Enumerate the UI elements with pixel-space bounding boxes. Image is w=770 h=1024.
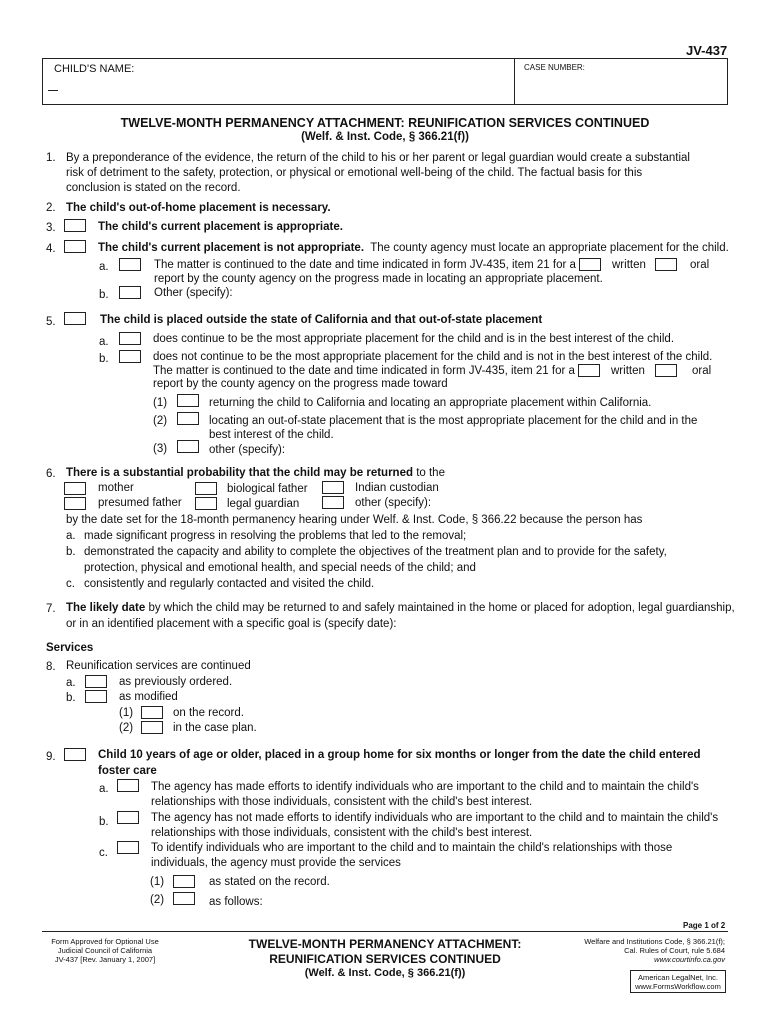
footer-title-1: TWELVE-MONTH PERMANENCY ATTACHMENT: xyxy=(248,937,522,951)
item8b1-checkbox[interactable] xyxy=(141,706,163,719)
item1-line3: conclusion is stated on the record. xyxy=(66,182,241,194)
item6c-label: c. xyxy=(66,578,75,590)
item5b-line1: does not continue to be the most appropriate placement for the child and is not in the best interest of the child. xyxy=(153,351,713,363)
item9c1-label: (1) xyxy=(150,876,165,888)
item4a-written: written xyxy=(612,259,646,271)
item6-num: 6. xyxy=(46,468,56,480)
item8b2-label: (2) xyxy=(119,722,134,734)
form-id: JV-437 xyxy=(686,43,728,58)
item9b-line1: The agency has not made efforts to identify individuals who are important to the child and to maintain the child's xyxy=(151,812,719,824)
item9c2-text: as follows: xyxy=(209,896,263,908)
item9c1-checkbox[interactable] xyxy=(173,875,195,888)
item5b-line2: The matter is continued to the date and time indicated in form JV-435, item 21 for a xyxy=(153,365,575,377)
item4a-label: a. xyxy=(99,261,109,273)
item9a-checkbox[interactable] xyxy=(117,779,139,792)
item5-text: The child is placed outside the state of California and that out-of-state placement xyxy=(100,314,543,326)
item5b1-text: returning the child to California and locating an appropriate placement within California. xyxy=(209,397,652,409)
item8b-checkbox[interactable] xyxy=(85,690,107,703)
item6b-line2: protection, physical and emotional health, and special needs of the child; and xyxy=(84,562,476,574)
item6a-label: a. xyxy=(66,530,76,542)
item9c2-label: (2) xyxy=(150,894,165,906)
item9b-checkbox[interactable] xyxy=(117,811,139,824)
item9b-label: b. xyxy=(99,816,109,828)
publisher-name: American LegalNet, Inc. xyxy=(637,973,719,982)
footer-right-2: Cal. Rules of Court, rule 5.684 xyxy=(624,946,725,955)
footer-title-2: REUNIFICATION SERVICES CONTINUED xyxy=(269,952,501,966)
item5b3-label: (3) xyxy=(153,443,168,455)
item4-bold: The child's current placement is not appropriate. xyxy=(98,242,365,254)
legal-guardian-label: legal guardian xyxy=(227,498,300,510)
item7-line2: or in an identified placement with a specific goal is (specify date): xyxy=(66,618,397,630)
item4a-line1: The matter is continued to the date and time indicated in form JV-435, item 21 for a xyxy=(154,259,576,271)
item9c-label: c. xyxy=(99,847,108,859)
presumed-father-checkbox[interactable] xyxy=(64,497,86,510)
item1-line1: By a preponderance of the evidence, the return of the child to his or her parent or legal guardian would create a substantial xyxy=(66,152,690,164)
item8a-checkbox[interactable] xyxy=(85,675,107,688)
item6a-text: made significant progress in resolving the problems that led to the removal; xyxy=(84,530,467,542)
childs-name-label: CHILD'S NAME: xyxy=(54,63,135,75)
item5b2-line2: best interest of the child. xyxy=(209,429,334,441)
item9c-line2: individuals, the agency must provide the services xyxy=(151,857,401,869)
item8-num: 8. xyxy=(46,661,56,673)
item9c-line1: To identify individuals who are important to the child and to maintain the child's relationships with those xyxy=(151,842,673,854)
item8b-label: b. xyxy=(66,692,76,704)
item8a-label: a. xyxy=(66,677,76,689)
item4a-line2: report by the county agency on the progress made in locating an appropriate placement. xyxy=(154,273,603,285)
item4b-label: b. xyxy=(99,289,109,301)
footer-right-1: Welfare and Institutions Code, § 366.21(f); xyxy=(584,937,725,946)
item3-checkbox[interactable] xyxy=(64,219,86,232)
biological-father-label: biological father xyxy=(227,483,308,495)
item1-num: 1. xyxy=(46,152,56,164)
item4a-oral: oral xyxy=(690,259,710,271)
item8b2-checkbox[interactable] xyxy=(141,721,163,734)
item5b-written-checkbox[interactable] xyxy=(578,364,600,377)
mother-label: mother xyxy=(98,482,134,494)
item3-num: 3. xyxy=(46,222,56,234)
item6-other-label: other (specify): xyxy=(355,497,432,509)
item9-line2: foster care xyxy=(98,765,157,777)
item5b-oral: oral xyxy=(692,365,712,377)
footer-left-2: Judicial Council of California xyxy=(57,946,153,955)
item9c2-checkbox[interactable] xyxy=(173,892,195,905)
mother-checkbox[interactable] xyxy=(64,482,86,495)
childs-name-field[interactable] xyxy=(48,90,58,91)
item4-num: 4. xyxy=(46,243,56,255)
item6b-label: b. xyxy=(66,546,76,558)
item8a-text: as previously ordered. xyxy=(119,676,233,688)
item7-num: 7. xyxy=(46,603,56,615)
item9-num: 9. xyxy=(46,751,56,763)
biological-father-checkbox[interactable] xyxy=(195,482,217,495)
item4a-written-checkbox[interactable] xyxy=(579,258,601,271)
item5-num: 5. xyxy=(46,316,56,328)
item5b1-checkbox[interactable] xyxy=(177,394,199,407)
item6-rest: to the xyxy=(416,467,445,479)
item9c1-text: as stated on the record. xyxy=(209,876,330,888)
item5b-label: b. xyxy=(99,353,109,365)
form-title-code: (Welf. & Inst. Code, § 366.21(f)) xyxy=(301,131,469,143)
item1-line2: risk of detriment to the safety, protection, or physical or emotional well-being of the child. The factual basis for this xyxy=(66,167,643,179)
indian-custodian-label: Indian custodian xyxy=(355,482,439,494)
item4-rest: The county agency must locate an appropriate placement for the child. xyxy=(370,242,729,254)
item6-other-checkbox[interactable] xyxy=(322,496,344,509)
item4b-checkbox[interactable] xyxy=(119,286,141,299)
header-divider xyxy=(514,58,515,105)
item2-num: 2. xyxy=(46,202,56,214)
legal-guardian-checkbox[interactable] xyxy=(195,497,217,510)
footer-left-3: JV-437 [Rev. January 1, 2007] xyxy=(54,955,156,964)
footer-left-1: Form Approved for Optional Use xyxy=(51,937,159,946)
item7-bold: The likely date xyxy=(66,602,146,614)
item5b1-label: (1) xyxy=(153,397,168,409)
item5b2-checkbox[interactable] xyxy=(177,412,199,425)
item8b1-label: (1) xyxy=(119,707,134,719)
item2-text: The child's out-of-home placement is necessary. xyxy=(66,202,331,214)
item5b3-text: other (specify): xyxy=(209,444,286,456)
item5a-text: does continue to be the most appropriate placement for the child and is in the best interest of the child. xyxy=(153,333,675,345)
item9a-line1: The agency has made efforts to identify individuals who are important to the child and to maintain the child's xyxy=(151,781,699,793)
case-number-field[interactable] xyxy=(520,76,720,98)
item6b-line1: demonstrated the capacity and ability to complete the objectives of the treatment plan and to provide for the safety, xyxy=(84,546,667,558)
form-title: TWELVE-MONTH PERMANENCY ATTACHMENT: REUNIFICATION SERVICES CONTINUED xyxy=(120,116,650,130)
item5a-checkbox[interactable] xyxy=(119,332,141,345)
page-number: Page 1 of 2 xyxy=(683,921,726,930)
services-heading: Services xyxy=(46,642,94,654)
item5b2-line1: locating an out-of-state placement that is the most appropriate placement for the child and in the xyxy=(209,415,698,427)
item9a-label: a. xyxy=(99,783,109,795)
item4b-text: Other (specify): xyxy=(154,287,233,299)
item5a-label: a. xyxy=(99,336,109,348)
item5b-oral-checkbox[interactable] xyxy=(655,364,677,377)
footer-rule xyxy=(42,931,728,932)
item8b-text: as modified xyxy=(119,691,178,703)
item5b2-label: (2) xyxy=(153,415,168,427)
item5b-checkbox[interactable] xyxy=(119,350,141,363)
item4-checkbox[interactable] xyxy=(64,240,86,253)
item9c-checkbox[interactable] xyxy=(117,841,139,854)
publisher-url[interactable]: www.FormsWorkflow.com xyxy=(635,982,721,991)
item5-checkbox[interactable] xyxy=(64,312,86,325)
footer-right-3[interactable]: www.courtinfo.ca.gov xyxy=(654,955,725,964)
indian-custodian-checkbox[interactable] xyxy=(322,481,344,494)
item8b1-text: on the record. xyxy=(173,707,244,719)
item3-text: The child's current placement is appropriate. xyxy=(98,221,343,233)
item6-by-line: by the date set for the 18-month permanency hearing under Welf. & Inst. Code, § 366.22 because the person has xyxy=(66,514,643,526)
item9b-line2: relationships with those individuals, consistent with the child's best interest. xyxy=(151,827,533,839)
item9a-line2: relationships with those individuals, consistent with the child's best interest. xyxy=(151,796,533,808)
presumed-father-label: presumed father xyxy=(98,497,182,509)
item4a-checkbox[interactable] xyxy=(119,258,141,271)
footer-title-3: (Welf. & Inst. Code, § 366.21(f)) xyxy=(304,967,466,979)
item5b-written: written xyxy=(611,365,645,377)
item9-checkbox[interactable] xyxy=(64,748,86,761)
item6-bold: There is a substantial probability that the child may be returned xyxy=(66,467,413,479)
item5b3-checkbox[interactable] xyxy=(177,440,199,453)
item4a-oral-checkbox[interactable] xyxy=(655,258,677,271)
item8b2-text: in the case plan. xyxy=(173,722,257,734)
case-number-label: CASE NUMBER: xyxy=(524,63,585,72)
item8-text: Reunification services are continued xyxy=(66,660,251,672)
item7-line1-rest: by which the child may be returned to and safely maintained in the home or placed for adoption, legal guardianship, xyxy=(148,602,735,614)
item5b-line3: report by the county agency on the progress made toward xyxy=(153,378,448,390)
item6c-text: consistently and regularly contacted and visited the child. xyxy=(84,578,375,590)
item9-line1: Child 10 years of age or older, placed in a group home for six months or longer from the date the child entered xyxy=(98,749,701,761)
